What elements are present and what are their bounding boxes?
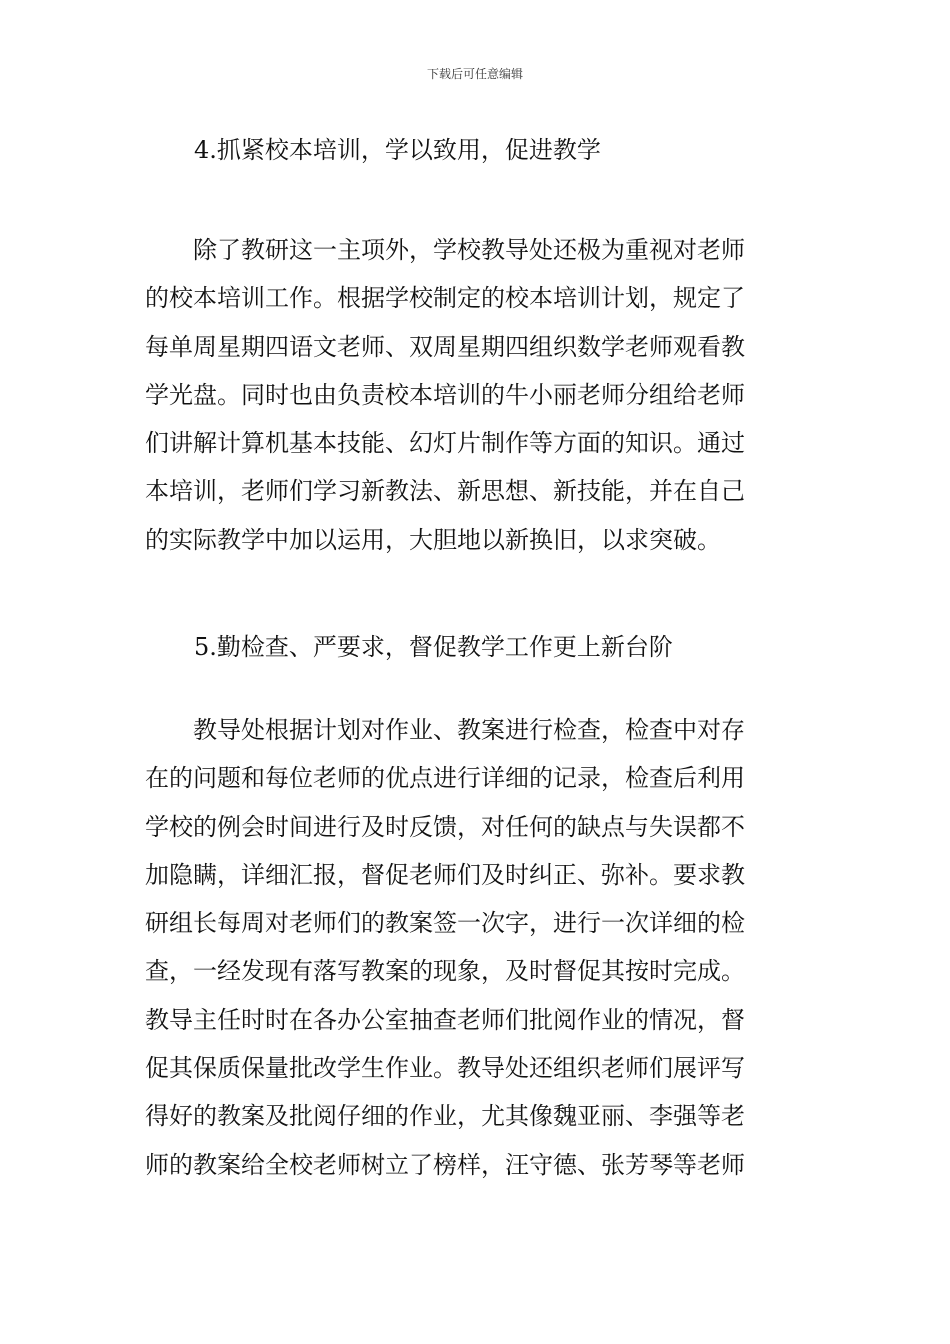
paragraph-line: 学校的例会时间进行及时反馈，对任何的缺点与失误都不 [145, 812, 745, 841]
paragraph-line: 教导主任时时在各办公室抽查老师们批阅作业的情况，督 [145, 1005, 745, 1034]
paragraph-line: 学光盘。同时也由负责校本培训的牛小丽老师分组给老师 [145, 380, 745, 409]
paragraph-line: 得好的教案及批阅仔细的作业，尤其像魏亚丽、李强等老 [145, 1102, 745, 1131]
paragraph-line: 的校本培训工作。根据学校制定的校本培训计划，规定了 [145, 284, 745, 313]
paragraph-line: 在的问题和每位老师的优点进行详细的记录，检查后利用 [145, 764, 745, 793]
paragraph-line: 本培训，老师们学习新教法、新思想、新技能，并在自己 [145, 477, 745, 506]
paragraph-line: 研组长每周对老师们的教案签一次字，进行一次详细的检 [145, 909, 745, 938]
page-header-note: 下载后可任意编辑 [426, 67, 523, 81]
paragraph-line: 的实际教学中加以运用，大胆地以新换旧，以求突破。 [145, 525, 721, 554]
section-5-paragraph [145, 706, 825, 1189]
paragraph-line: 促其保质保量批改学生作业。教导处还组织老师们展评写 [145, 1054, 745, 1083]
paragraph-line: 查，一经发现有落写教案的现象，及时督促其按时完成。 [145, 957, 745, 986]
section-heading-5: 5.勤检查、严要求，督促教学工作更上新台阶 [194, 633, 673, 661]
paragraph-line: 们讲解计算机基本技能、幻灯片制作等方面的知识。通过 [145, 429, 745, 458]
paragraph-line: 每单周星期四语文老师、双周星期四组织数学老师观看教 [145, 332, 745, 361]
paragraph-line: 教导处根据计划对作业、教案进行检查，检查中对存 [145, 716, 745, 744]
section-heading-4: 4.抓紧校本培训，学以致用，促进教学 [194, 136, 601, 164]
section-4-paragraph [145, 226, 825, 564]
paragraph-line: 师的教案给全校老师树立了榜样，汪守德、张芳琴等老师 [145, 1150, 745, 1179]
paragraph-line: 加隐瞒，详细汇报，督促老师们及时纠正、弥补。要求教 [145, 860, 745, 889]
paragraph-line: 除了教研这一主项外，学校教导处还极为重视对老师 [145, 236, 745, 264]
